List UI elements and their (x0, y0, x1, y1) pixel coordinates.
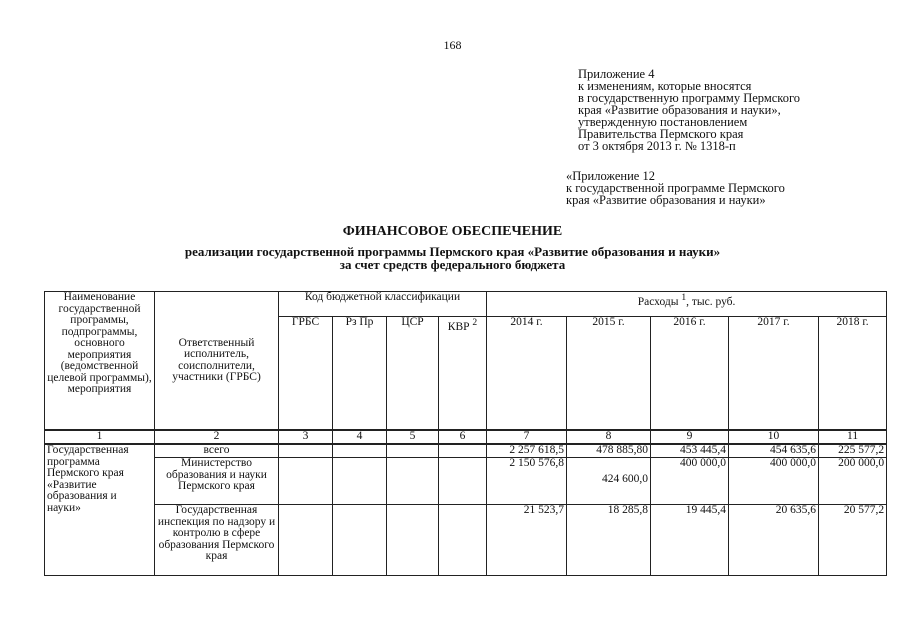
program-name-cell: Государственная программа Пермского края «Развитие образования и науки» (45, 444, 155, 576)
rzpr-cell (333, 505, 387, 576)
rzpr-cell (333, 458, 387, 505)
executor-cell: всего (155, 444, 279, 458)
csr-cell (387, 458, 439, 505)
header-kvr (439, 317, 487, 431)
header-year: 2018 г. (819, 317, 887, 431)
col-number: 8 (567, 430, 651, 444)
table-row (45, 458, 887, 505)
grbs-cell (279, 444, 333, 458)
col-number: 11 (819, 430, 887, 444)
header-year: 2017 г. (729, 317, 819, 431)
amount-cell: 454 635,6 (729, 444, 819, 458)
footnote-1: 1 (681, 292, 687, 303)
appendix-line: «Приложение 12 (566, 169, 655, 183)
appendix-line: края «Развитие образования и науки», (578, 103, 781, 117)
header-year: 2015 г. (567, 317, 651, 431)
kvr-cell (439, 505, 487, 576)
amount-cell: 478 885,80 (567, 444, 651, 458)
amount-cell: 20 577,2 (819, 505, 887, 576)
csr-cell (387, 444, 439, 458)
col-number: 4 (333, 430, 387, 444)
kvr-cell (439, 444, 487, 458)
amount-cell: 18 285,8 (567, 505, 651, 576)
expenses-unit: , тыс. руб. (686, 295, 736, 308)
header-executor: Ответственный исполнитель, соисполнители, участники (ГРБС) (155, 292, 279, 431)
col-number: 7 (487, 430, 567, 444)
amount-cell: 453 445,4 (651, 444, 729, 458)
appendix-line: края «Развитие образования и науки» (566, 193, 766, 207)
amount-cell: 225 577,2 (819, 444, 887, 458)
col-number: 10 (729, 430, 819, 444)
amount-cell: 21 523,7 (487, 505, 567, 576)
header-year: 2014 г. (487, 317, 567, 431)
header-year: 2016 г. (651, 317, 729, 431)
table-row (45, 444, 887, 458)
grbs-cell (279, 505, 333, 576)
expenses-label: Расходы (637, 295, 679, 308)
col-number: 3 (279, 430, 333, 444)
appendix-line: Приложение 4 (578, 67, 655, 81)
appendix-line: утвержденную постановлением (578, 115, 748, 129)
kvr-cell (439, 458, 487, 505)
col-number: 6 (439, 430, 487, 444)
col-number: 9 (651, 430, 729, 444)
appendix-line: от 3 октября 2013 г. № 1318-п (578, 139, 736, 153)
amount-cell: 424 600,0 (602, 473, 649, 485)
executor-cell: Государственная инспекция по надзору и контролю в сфере образования Пермского края (155, 505, 279, 576)
col-number: 1 (45, 430, 155, 444)
amount-cell: 2 257 618,5 (487, 444, 567, 458)
document-subtitle: реализации государственной программы Пермского края «Развитие образования и науки» (184, 244, 721, 259)
amount-cell: 19 445,4 (651, 505, 729, 576)
amount-cell: 2 150 576,8 (487, 458, 567, 505)
csr-cell (387, 505, 439, 576)
appendix-line: Правительства Пермского края (578, 127, 744, 141)
document-subtitle-2: за счет средств федерального бюджета (339, 257, 566, 272)
page-number: 168 (443, 38, 462, 52)
amount-cell: 400 000,0 (729, 458, 819, 505)
amount-cell: 400 000,0 (651, 458, 729, 505)
header-expenses (487, 292, 887, 317)
rzpr-cell (333, 444, 387, 458)
header-name: Наименование государственной программы, подпрограммы, основного мероприятия (ведомственной целевой программы), мероприятия (45, 292, 155, 431)
document-title: ФИНАНСОВОЕ ОБЕСПЕЧЕНИЕ (342, 224, 563, 239)
header-grbs: ГРБС (279, 317, 333, 431)
amount-cell: 200 000,0 (819, 458, 887, 505)
header-row (45, 292, 887, 317)
column-number-row (45, 430, 887, 444)
footnote-2: 2 (472, 317, 478, 328)
appendix-12-block (566, 170, 785, 206)
kvr-label: КВР (447, 320, 470, 333)
executor-cell: Министерство образования и науки Пермского края (155, 458, 279, 505)
appendix-line: к изменениям, которые вносятся (578, 79, 752, 93)
header-budget-code: Код бюджетной классификации (279, 292, 487, 317)
appendix-line: к государственной программе Пермского (566, 181, 785, 195)
col-number: 2 (155, 430, 279, 444)
table-row (45, 505, 887, 576)
col-number: 5 (387, 430, 439, 444)
amount-cell: 20 635,6 (729, 505, 819, 576)
amount-cell-wrapper (567, 458, 651, 505)
appendix-4-block (578, 68, 800, 152)
header-csr: ЦСР (387, 317, 439, 431)
appendix-line: в государственную программу Пермского (578, 91, 801, 105)
financing-table (44, 291, 887, 576)
grbs-cell (279, 458, 333, 505)
header-rzpr: Рз Пр (333, 317, 387, 431)
